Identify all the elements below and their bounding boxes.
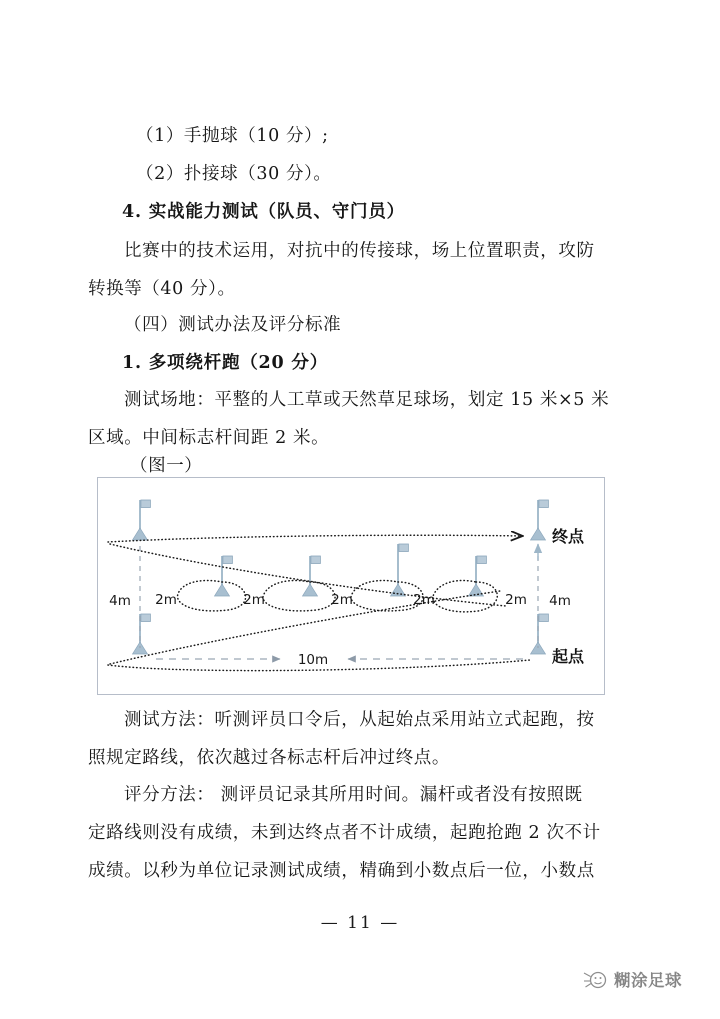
list-item-2: （2）扑接球（30 分）。	[136, 164, 332, 184]
paragraph-site-line2: 区域。中间标志杆间距 2 米。	[88, 428, 330, 448]
list-item-1: （1）手抛球（10 分）;	[136, 126, 329, 146]
watermark-text: 糊涂足球	[614, 971, 682, 990]
label-left-4m: 4m	[109, 593, 131, 609]
figure-caption: （图一）	[130, 456, 203, 476]
label-gap-4: 2m	[413, 592, 435, 608]
paragraph-site-line1: 测试场地：平整的人工草或天然草足球场，划定 15 米×5 米	[124, 390, 610, 410]
corner-flag-finish	[531, 500, 549, 540]
paragraph-scoring-line1: 评分方法： 测评员记录其所用时间。漏杆或者没有按照既	[124, 785, 583, 805]
label-gap-3: 2m	[331, 592, 353, 608]
label-gap-5: 2m	[505, 592, 527, 608]
heading-slalom-run: 1. 多项绕杆跑（20 分）	[122, 353, 329, 373]
path-loop-1	[177, 581, 245, 611]
path-loop-2	[263, 581, 335, 611]
paragraph-combat-line1: 比赛中的技术运用，对抗中的传接球，场上位置职责，攻防	[124, 241, 595, 261]
paragraph-method-line1: 测试方法：听测评员口令后，从起始点采用站立式起跑，按	[124, 710, 595, 730]
watermark-logo-icon	[583, 968, 609, 990]
section-heading-four: （四）测试办法及评分标准	[124, 315, 342, 335]
slalom-pole-3	[391, 544, 409, 596]
paragraph-combat-line2: 转换等（40 分）。	[88, 279, 236, 299]
paragraph-method-line2: 照规定路线，依次越过各标志杆后冲过终点。	[88, 748, 450, 768]
slalom-pole-4	[469, 556, 487, 596]
slalom-pole-1	[215, 556, 233, 596]
label-start: 起点	[552, 647, 585, 666]
label-gap-2: 2m	[243, 592, 265, 608]
path-loop-4	[433, 581, 497, 612]
corner-flag-start	[531, 614, 549, 654]
slalom-pole-2	[303, 556, 321, 596]
label-gap-1: 2m	[155, 592, 177, 608]
page-number: — 11 —	[320, 913, 400, 933]
heading-combat-ability: 4. 实战能力测试（队员、守门员）	[122, 202, 405, 222]
paragraph-scoring-line3: 成绩。以秒为单位记录测试成绩，精确到小数点后一位，小数点	[88, 861, 595, 881]
watermark	[583, 962, 708, 996]
label-right-4m: 4m	[549, 593, 571, 609]
slalom-course-diagram	[97, 477, 605, 695]
path-top-to-finish	[108, 535, 522, 542]
paragraph-scoring-line2: 定路线则没有成绩，未到达终点者不计成绩，起跑抢跑 2 次不计	[88, 823, 601, 843]
label-10m: 10m	[297, 652, 329, 668]
label-finish: 终点	[552, 527, 585, 546]
corner-flag-bottom-left	[133, 614, 151, 654]
corner-flag-top-left	[133, 500, 151, 540]
